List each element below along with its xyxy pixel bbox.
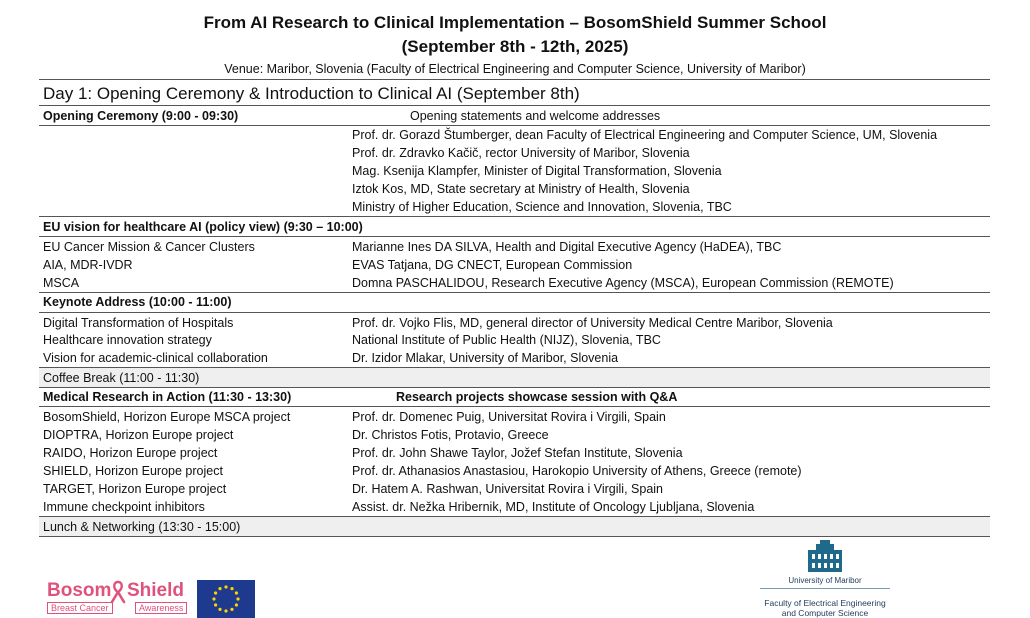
speaker: Prof. dr. Athanasios Anastasiou, Harokopio University of Athens, Greece (remote) — [352, 464, 802, 478]
topic: Healthcare innovation strategy — [43, 333, 212, 347]
um-feri-logo — [740, 540, 910, 618]
coffee-break: Coffee Break (11:00 - 11:30) — [43, 371, 200, 385]
bosomshield-logo — [47, 580, 192, 616]
section-eu-vision-label: EU vision for healthcare AI (policy view) (9:30 – 10:00) — [43, 220, 363, 234]
speaker: Prof. dr. John Shawe Taylor, Jožef Stefan Institute, Slovenia — [352, 446, 683, 460]
topic: MSCA — [43, 276, 80, 290]
day-heading: Day 1: Opening Ceremony & Introduction to Clinical AI (September 8th) — [43, 84, 580, 103]
divider — [39, 79, 990, 80]
divider — [39, 216, 990, 217]
speaker: Prof. dr. Gorazd Štumberger, dean Faculty of Electrical Engineering and Computer Science, UM, Slovenia — [352, 128, 938, 142]
divider — [39, 125, 990, 126]
lunch-networking: Lunch & Networking (13:30 - 15:00) — [43, 520, 241, 534]
topic: BosomShield, Horizon Europe MSCA project — [43, 410, 291, 424]
page-subtitle-dates: (September 8th - 12th, 2025) — [401, 37, 629, 56]
university-building-icon — [806, 540, 844, 574]
logo-awareness: Awareness — [135, 602, 187, 614]
speaker: Prof. dr. Domenec Puig, Universitat Rovira i Virgili, Spain — [352, 410, 666, 424]
topic: DIOPTRA, Horizon Europe project — [43, 428, 234, 442]
logo-bosom-word: Bosom — [47, 580, 112, 601]
topic: TARGET, Horizon Europe project — [43, 482, 227, 496]
topic: Digital Transformation of Hospitals — [43, 316, 234, 330]
divider — [39, 536, 990, 537]
um-name: University of Maribor — [788, 576, 862, 585]
topic: Immune checkpoint inhibitors — [43, 500, 205, 514]
feri-line2: and Computer Science — [781, 608, 869, 618]
speaker: Dr. Izidor Mlakar, University of Maribor, Slovenia — [352, 351, 619, 365]
logo-shield-word: Shield — [127, 580, 185, 601]
section-research-subtitle: Research projects showcase session with Q&A — [396, 390, 678, 404]
speaker: Mag. Ksenija Klampfer, Minister of Digital Transformation, Slovenia — [352, 164, 722, 178]
pink-ribbon-icon — [109, 580, 127, 604]
speaker: Prof. dr. Vojko Flis, MD, general director of University Medical Centre Maribor, Slovenia — [352, 316, 833, 330]
speaker: Marianne Ines DA SILVA, Health and Digital Executive Agency (HaDEA), TBC — [352, 240, 782, 254]
section-opening-label: Opening Ceremony (9:00 - 09:30) — [43, 109, 239, 123]
speaker: Iztok Kos, MD, State secretary at Ministry of Health, Slovenia — [352, 182, 690, 196]
logo-breast-cancer: Breast Cancer — [47, 602, 113, 614]
speaker: Domna PASCHALIDOU, Research Executive Agency (MSCA), European Commission (REMOTE) — [352, 276, 894, 290]
speaker: Prof. dr. Zdravko Kačič, rector University of Maribor, Slovenia — [352, 146, 690, 160]
eu-flag-icon — [197, 580, 255, 618]
speaker: Dr. Hatem A. Rashwan, Universitat Rovira i Virgili, Spain — [352, 482, 663, 496]
divider — [39, 312, 990, 313]
feri-line1: Faculty of Electrical Engineering — [764, 598, 886, 608]
speaker: Assist. dr. Nežka Hribernik, MD, Institute of Oncology Ljubljana, Slovenia — [352, 500, 755, 514]
section-keynote-label: Keynote Address (10:00 - 11:00) — [43, 295, 232, 309]
speaker: Ministry of Higher Education, Science and Innovation, Slovenia, TBC — [352, 200, 732, 214]
page-title: From AI Research to Clinical Implementation – BosomShield Summer School — [203, 13, 827, 32]
divider — [39, 387, 990, 388]
speaker: National Institute of Public Health (NIJZ), Slovenia, TBC — [352, 333, 661, 347]
divider — [39, 367, 990, 368]
topic: Vision for academic-clinical collaboration — [43, 351, 268, 365]
speaker: Dr. Christos Fotis, Protavio, Greece — [352, 428, 549, 442]
section-opening-subtitle: Opening statements and welcome addresses — [410, 109, 661, 123]
topic: EU Cancer Mission & Cancer Clusters — [43, 240, 255, 254]
divider — [39, 236, 990, 237]
topic: AIA, MDR-IVDR — [43, 258, 133, 272]
speaker: EVAS Tatjana, DG CNECT, European Commission — [352, 258, 633, 272]
venue-text: Venue: Maribor, Slovenia (Faculty of Electrical Engineering and Computer Science, University of Maribor) — [224, 62, 806, 76]
section-research-label: Medical Research in Action (11:30 - 13:30) — [43, 390, 292, 404]
divider — [39, 516, 990, 517]
feri-name — [740, 598, 910, 618]
divider — [39, 292, 990, 293]
topic: SHIELD, Horizon Europe project — [43, 464, 223, 478]
divider — [760, 588, 890, 589]
divider — [39, 105, 990, 106]
divider — [39, 406, 990, 407]
topic: RAIDO, Horizon Europe project — [43, 446, 218, 460]
